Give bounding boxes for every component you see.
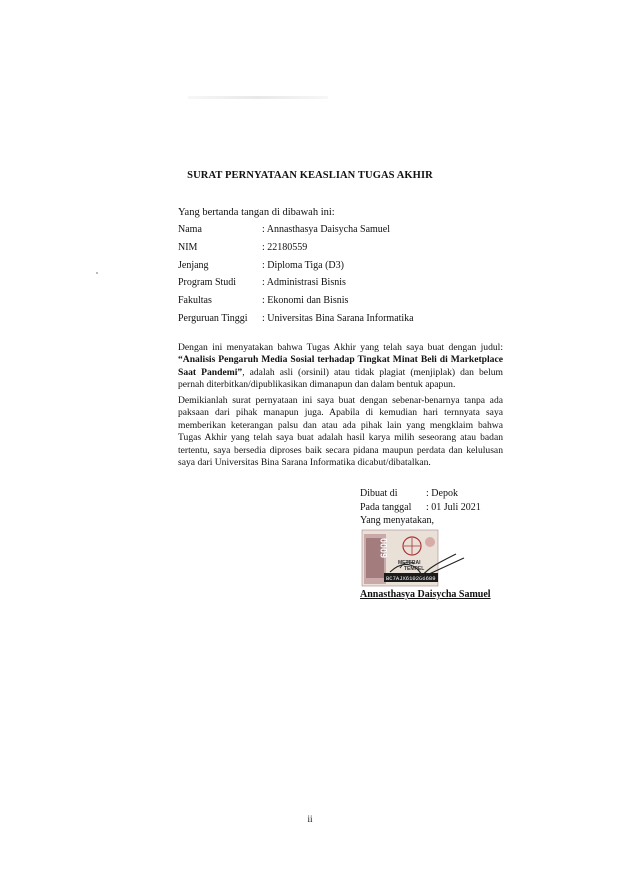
- statement-end: , adalah asli (orsinil) atau tidak plagiat (menjiplak) dan belum pernah diterbitkan/dipublikasikan dimanapun dan dalam bentuk apapun.: [178, 366, 503, 391]
- scan-artifact: [188, 96, 328, 99]
- identity-row: [178, 260, 414, 278]
- identity-label: Fakultas: [178, 295, 212, 307]
- date-label: Pada tanggal: [360, 501, 412, 513]
- statement-start: Dengan ini menyatakan bahwa Tugas Akhir yang telah saya buat dengan judul:: [178, 342, 503, 353]
- svg-text:METERAI: METERAI: [398, 560, 421, 566]
- identity-row: [178, 313, 414, 331]
- meterai-stamp-icon: [360, 528, 470, 592]
- identity-label: Program Studi: [178, 277, 237, 289]
- identity-value: : Diploma Tiga (D3): [262, 259, 344, 271]
- declaration-paragraph: Demikianlah surat pernyataan ini saya buat dengan sebenar-benarnya tanpa ada paksaan dari pihak manapun juga. Apabila di kemudian hari ternnyata saya memberikan keterangan palsu dan atau ada pihak lain yang mengklaim bahwa Tugas Akhir yang telah saya buat adalah hasil karya milih seseorang atau badan tertentu, saya bersedia diproses baik secara pidana maupun perdata dan kelulusan saya dari Universitas Bina Sarana Informatika dicabut/dibatalkan.: [178, 395, 503, 469]
- identity-row: [178, 277, 414, 295]
- identity-row: [178, 295, 414, 313]
- scan-speck: [96, 272, 98, 274]
- identity-value: : 22180559: [262, 241, 308, 253]
- identity-row: [178, 242, 414, 260]
- identity-value: : Ekonomi dan Bisnis: [262, 295, 349, 307]
- declarant-row: [360, 515, 481, 529]
- statement-paragraph: [178, 342, 503, 392]
- identity-value: : Annasthasya Daisycha Samuel: [262, 224, 391, 235]
- place-row: [360, 488, 481, 502]
- intro-text: Yang bertanda tangan di dibawah ini:: [178, 207, 335, 218]
- thesis-title: “Analisis Pengaruh Media Sosial terhadap Tingkat Minat Beli di Marketplace Saat Pandemi”: [178, 354, 503, 378]
- date-row: [360, 502, 481, 516]
- stamp-and-signature: [360, 528, 470, 592]
- date-value: : 01 Juli 2021: [426, 501, 481, 513]
- document-title: SURAT PERNYATAAN KEASLIAN TUGAS AKHIR: [187, 170, 433, 181]
- place-label: Dibuat di: [360, 488, 398, 499]
- page-number: ii: [307, 814, 313, 824]
- declarant-text: Yang menyatakan,: [360, 515, 434, 526]
- identity-value: : Administrasi Bisnis: [262, 277, 346, 289]
- svg-text:6000: 6000: [379, 537, 389, 558]
- identity-label: Perguruan Tinggi: [178, 312, 248, 324]
- signature-block: [360, 488, 481, 529]
- signer-name: Annasthasya Daisycha Samuel: [360, 589, 491, 600]
- identity-table: [178, 224, 414, 331]
- identity-label: Jenjang: [178, 259, 209, 271]
- identity-value: : Universitas Bina Sarana Informatika: [262, 312, 414, 324]
- identity-label: Nama: [178, 224, 202, 235]
- svg-text:TEMPEL: TEMPEL: [404, 566, 425, 572]
- place-value: : Depok: [426, 488, 458, 499]
- identity-row: [178, 224, 414, 242]
- identity-label: NIM: [178, 241, 198, 253]
- svg-text:BC7AJX610266689: BC7AJX610266689: [386, 575, 436, 582]
